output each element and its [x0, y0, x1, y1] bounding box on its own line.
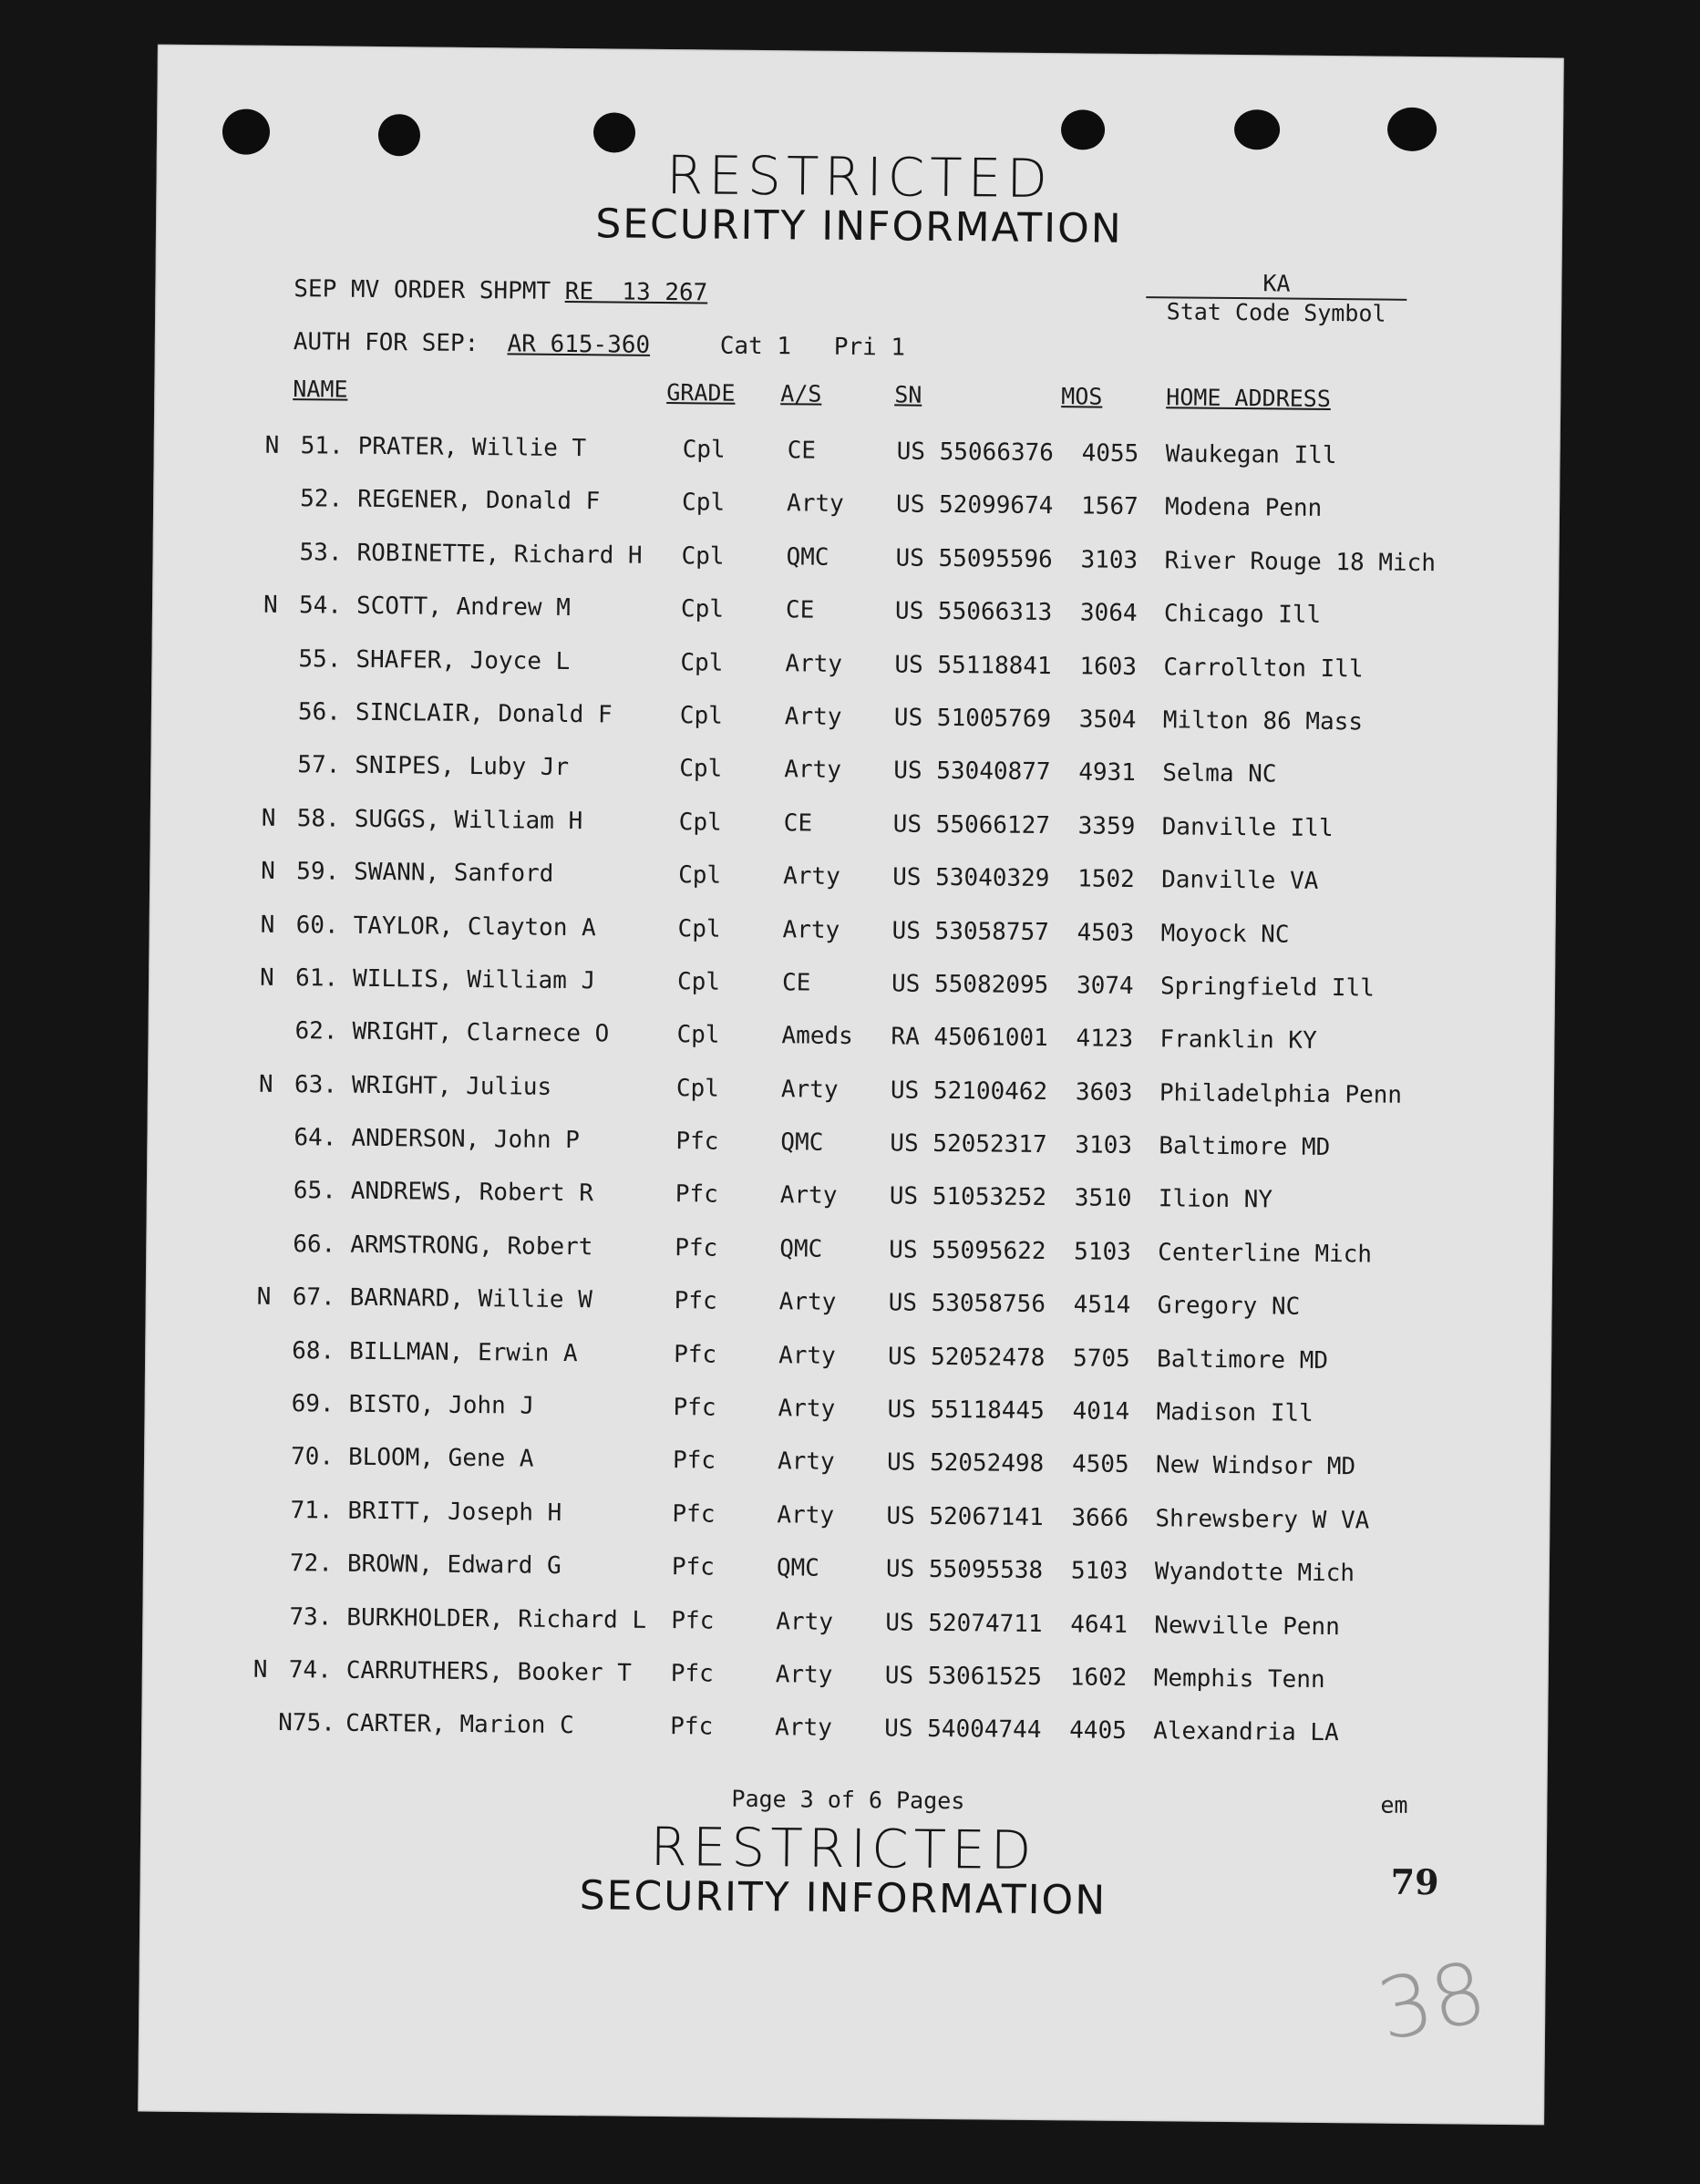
- row-name: REGENER, Donald F: [356, 486, 601, 516]
- stamp-line-restricted: RESTRICTED: [665, 144, 1054, 211]
- row-name: SUGGS, William H: [354, 805, 583, 835]
- col-header-grade: GRADE: [666, 379, 736, 407]
- stamped-page-number: 79: [1390, 1860, 1439, 1903]
- stamp-line-security: SECURITY INFORMATION: [579, 1872, 1108, 1924]
- page-label: Page 3 of 6 Pages: [731, 1785, 965, 1815]
- row-serial-number: 52052498: [929, 1449, 1045, 1478]
- row-mos: 1567: [1080, 492, 1138, 521]
- row-name: ROBINETTE, Richard H: [356, 539, 643, 570]
- row-mos: 3074: [1076, 972, 1134, 1000]
- row-name: SCOTT, Andrew M: [355, 592, 571, 623]
- row-serial-number: 55095622: [932, 1236, 1046, 1265]
- row-grade: Cpl: [676, 968, 721, 996]
- row-mos: 3603: [1075, 1078, 1133, 1107]
- row-serial-number: 55118841: [937, 651, 1052, 680]
- row-arm-service: Arty: [784, 756, 842, 785]
- row-serial-number: 52067141: [929, 1502, 1044, 1531]
- restricted-stamp-bottom: [139, 1815, 1547, 1929]
- row-number: 70.: [290, 1443, 335, 1471]
- row-grade: Pfc: [673, 1394, 716, 1422]
- row-name: PRATER, Willie T: [357, 432, 587, 463]
- row-number: 51.: [300, 432, 344, 460]
- row-number: 53.: [299, 538, 343, 567]
- row-name: BRITT, Joseph H: [347, 1497, 562, 1527]
- row-number: 61.: [294, 964, 339, 993]
- row-mos: 3103: [1075, 1131, 1133, 1160]
- row-serial-number: 52099674: [938, 491, 1054, 520]
- row-mos: 3504: [1078, 706, 1137, 734]
- row-grade: Pfc: [675, 1234, 718, 1262]
- row-flag: N: [264, 431, 280, 459]
- row-arm-service: Arty: [777, 1447, 835, 1477]
- row-grade: Cpl: [681, 489, 726, 518]
- row-number: 54.: [298, 592, 343, 620]
- stat-code-label: Stat Code Symbol: [1166, 298, 1386, 327]
- auth-line: [294, 328, 651, 359]
- row-sn-prefix: US: [888, 1289, 918, 1317]
- row-home-address: Waukegan Ill: [1165, 440, 1337, 470]
- row-arm-service: QMC: [776, 1554, 820, 1582]
- row-number: 72.: [289, 1550, 334, 1578]
- row-number: 58.: [296, 804, 340, 833]
- row-name: BROWN, Edward G: [346, 1550, 562, 1581]
- row-arm-service: QMC: [780, 1128, 824, 1157]
- row-flag: N: [256, 1283, 272, 1312]
- row-grade: Pfc: [672, 1499, 716, 1529]
- col-header-as: A/S: [780, 380, 822, 407]
- row-sn-prefix: US: [885, 1555, 915, 1583]
- row-sn-prefix: RA: [891, 1023, 920, 1052]
- row-serial-number: 53061525: [927, 1662, 1043, 1692]
- row-sn-prefix: US: [892, 810, 922, 839]
- row-serial-number: 53058756: [931, 1290, 1046, 1319]
- row-sn-prefix: US: [887, 1396, 917, 1424]
- row-name: SINCLAIR, Donald F: [355, 698, 613, 729]
- row-grade: Cpl: [680, 648, 724, 677]
- row-arm-service: Arty: [778, 1341, 836, 1370]
- row-mos: 4514: [1073, 1291, 1131, 1320]
- row-mos: 3510: [1074, 1184, 1132, 1213]
- row-home-address: Selma NC: [1162, 759, 1277, 788]
- row-flag: N: [261, 857, 276, 886]
- row-home-address: Philadelphia Penn: [1159, 1078, 1403, 1109]
- row-serial-number: 52052317: [932, 1129, 1047, 1159]
- col-header-sn: SN: [894, 381, 922, 408]
- row-name: WILLIS, William J: [352, 964, 596, 995]
- col-header-name: NAME: [293, 376, 348, 403]
- row-arm-service: Arty: [778, 1288, 837, 1317]
- row-arm-service: Arty: [776, 1607, 834, 1636]
- row-number: 62.: [294, 1017, 338, 1046]
- row-name: BISTO, John J: [348, 1390, 535, 1420]
- row-arm-service: Arty: [780, 1075, 839, 1104]
- row-arm-service: Arty: [775, 1661, 833, 1689]
- row-name: SWANN, Sanford: [354, 858, 554, 888]
- row-home-address: Springfield Ill: [1159, 973, 1375, 1003]
- row-home-address: Centerline Mich: [1158, 1239, 1373, 1269]
- row-arm-service: CE: [781, 969, 811, 997]
- row-home-address: Franklin KY: [1159, 1025, 1317, 1056]
- row-mos: 4405: [1069, 1716, 1127, 1746]
- row-arm-service: Arty: [786, 489, 844, 519]
- row-sn-prefix: US: [885, 1608, 914, 1637]
- row-arm-service: Arty: [783, 862, 840, 891]
- row-serial-number: 55066127: [935, 810, 1051, 840]
- row-serial-number: 52100462: [932, 1077, 1048, 1106]
- row-mos: 1603: [1079, 652, 1138, 681]
- typist-initials: em: [1380, 1791, 1408, 1818]
- row-mos: 5103: [1074, 1238, 1132, 1266]
- order-prefix: SEP MV ORDER SHPMT: [294, 275, 565, 305]
- stat-code: [1146, 269, 1407, 327]
- row-home-address: Chicago Ill: [1163, 600, 1322, 630]
- row-number: 59.: [296, 858, 340, 886]
- row-name: WRIGHT, Julius: [351, 1071, 552, 1101]
- row-sn-prefix: US: [895, 544, 925, 572]
- row-grade: Cpl: [678, 861, 722, 890]
- row-home-address: Baltimore MD: [1159, 1132, 1331, 1162]
- row-mos: 5705: [1072, 1344, 1130, 1373]
- row-home-address: Modena Penn: [1164, 493, 1323, 523]
- row-arm-service: CE: [783, 809, 813, 838]
- personnel-list: [141, 431, 1561, 1776]
- row-arm-service: CE: [785, 596, 815, 624]
- row-name: CARRUTHERS, Booker T: [345, 1656, 633, 1687]
- row-name: BLOOM, Gene A: [347, 1444, 534, 1474]
- row-arm-service: CE: [787, 437, 817, 465]
- row-serial-number: 51005769: [936, 704, 1052, 734]
- stamp-line-restricted: RESTRICTED: [650, 1815, 1037, 1881]
- row-flag: N: [252, 1655, 268, 1684]
- row-sn-prefix: US: [892, 863, 922, 891]
- auth-regulation: AR 615-360: [507, 330, 651, 359]
- row-sn-prefix: US: [893, 704, 923, 732]
- row-home-address: Wyandotte Mich: [1154, 1558, 1355, 1588]
- row-sn-prefix: US: [891, 916, 922, 945]
- row-sn-prefix: US: [890, 1077, 920, 1105]
- row-mos: 4123: [1076, 1025, 1134, 1054]
- row-grade: Pfc: [671, 1553, 716, 1581]
- row-sn-prefix: US: [889, 1182, 919, 1211]
- row-name: BARNARD, Willie W: [349, 1283, 592, 1314]
- row-serial-number: 55095538: [928, 1556, 1044, 1585]
- row-sn-prefix: US: [884, 1715, 913, 1744]
- row-sn-prefix: US: [884, 1662, 914, 1690]
- punch-hole: [1061, 109, 1105, 149]
- row-grade: Cpl: [681, 541, 725, 571]
- row-number: 60.: [295, 911, 339, 940]
- row-flag: N: [258, 1070, 273, 1098]
- row-name: TAYLOR, Clayton A: [353, 912, 596, 942]
- row-serial-number: 52074711: [928, 1609, 1043, 1638]
- auth-prefix: AUTH FOR SEP:: [293, 328, 508, 358]
- row-name: WRIGHT, Clarnece O: [352, 1018, 610, 1048]
- row-home-address: Newville Penn: [1154, 1611, 1340, 1641]
- row-serial-number: 45061001: [933, 1024, 1048, 1053]
- row-grade: Pfc: [675, 1128, 719, 1156]
- handwritten-page-number: 38: [1369, 1942, 1494, 2060]
- row-mos: 4503: [1077, 918, 1135, 947]
- row-arm-service: Arty: [782, 915, 840, 944]
- row-home-address: New Windsor MD: [1155, 1451, 1356, 1481]
- row-number: 73.: [289, 1602, 333, 1632]
- row-grade: Cpl: [680, 595, 725, 623]
- row-mos: 3064: [1079, 599, 1138, 628]
- row-number: 67.: [292, 1283, 335, 1312]
- row-flag: N: [259, 963, 274, 992]
- row-home-address: Shrewsbery W VA: [1155, 1505, 1370, 1535]
- row-sn-prefix: US: [894, 597, 924, 625]
- row-number: 71.: [290, 1496, 334, 1525]
- row-grade: Cpl: [678, 808, 722, 837]
- row-sn-prefix: US: [886, 1502, 915, 1530]
- row-flag: N: [261, 804, 276, 832]
- row-home-address: Madison Ill: [1156, 1398, 1314, 1427]
- row-home-address: Moyock NC: [1160, 919, 1290, 949]
- row-grade: Pfc: [670, 1713, 714, 1741]
- row-grade: Pfc: [670, 1660, 714, 1688]
- row-sn-prefix: US: [890, 1129, 919, 1158]
- row-number: N75.: [278, 1709, 336, 1737]
- row-grade: Cpl: [675, 1074, 720, 1103]
- row-serial-number: 51053252: [932, 1183, 1047, 1212]
- row-sn-prefix: US: [895, 490, 925, 520]
- row-home-address: Milton 86 Mass: [1162, 706, 1364, 737]
- row-name: ARMSTRONG, Robert: [350, 1231, 593, 1262]
- row-serial-number: 53040329: [935, 864, 1050, 893]
- row-serial-number: 55066376: [939, 438, 1055, 468]
- row-home-address: Baltimore MD: [1156, 1344, 1329, 1375]
- category: Cat 1: [719, 332, 792, 361]
- row-number: 64.: [294, 1124, 337, 1152]
- row-home-address: Carrollton Ill: [1163, 653, 1364, 683]
- row-serial-number: 55095596: [938, 544, 1053, 573]
- row-number: 52.: [300, 485, 344, 514]
- row-mos: 4931: [1078, 758, 1137, 788]
- row-home-address: Gregory NC: [1157, 1292, 1301, 1321]
- row-name: CARTER, Marion C: [345, 1710, 574, 1740]
- row-name: BILLMAN, Erwin A: [349, 1337, 578, 1367]
- row-flag: N: [260, 911, 275, 939]
- row-number: 65.: [293, 1177, 336, 1206]
- row-serial-number: 55066313: [937, 598, 1053, 627]
- row-grade: Pfc: [674, 1340, 717, 1369]
- row-arm-service: Ameds: [781, 1022, 853, 1051]
- row-grade: Cpl: [677, 914, 721, 943]
- row-home-address: Danville Ill: [1161, 812, 1334, 842]
- stat-code-value: KA: [1146, 269, 1406, 301]
- row-name: BURKHOLDER, Richard L: [346, 1603, 647, 1634]
- row-number: 57.: [297, 751, 341, 779]
- row-grade: Pfc: [672, 1447, 716, 1476]
- row-serial-number: 52052478: [930, 1343, 1046, 1372]
- row-sn-prefix: US: [889, 1236, 918, 1264]
- row-sn-prefix: US: [886, 1448, 916, 1478]
- row-arm-service: Arty: [784, 703, 842, 731]
- document-page: [138, 45, 1564, 2126]
- row-home-address: River Rouge 18 Mich: [1164, 547, 1437, 577]
- row-grade: Cpl: [679, 702, 723, 730]
- row-serial-number: 55118445: [930, 1396, 1045, 1426]
- row-serial-number: 54004744: [927, 1715, 1042, 1745]
- row-serial-number: 55082095: [933, 970, 1049, 999]
- row-arm-service: Arty: [777, 1501, 835, 1530]
- stamp-line-security: SECURITY INFORMATION: [595, 201, 1123, 252]
- row-grade: Pfc: [671, 1606, 715, 1635]
- row-sn-prefix: US: [893, 757, 922, 786]
- punch-hole: [1387, 108, 1437, 152]
- col-header-address: HOME ADDRESS: [1166, 384, 1332, 413]
- order-line: [294, 275, 707, 306]
- row-home-address: Memphis Tenn: [1153, 1664, 1325, 1695]
- row-mos: 1602: [1069, 1664, 1128, 1692]
- row-number: 74.: [288, 1656, 332, 1684]
- row-mos: 4505: [1071, 1450, 1129, 1479]
- row-mos: 4055: [1081, 439, 1139, 468]
- col-header-mos: MOS: [1061, 383, 1103, 410]
- row-name: SHAFER, Joyce L: [355, 645, 571, 675]
- row-home-address: Alexandria LA: [1153, 1717, 1339, 1747]
- row-number: 66.: [293, 1230, 336, 1259]
- row-number: 55.: [298, 644, 342, 674]
- row-mos: 3103: [1080, 546, 1138, 574]
- row-number: 63.: [294, 1070, 338, 1099]
- row-arm-service: Arty: [785, 649, 843, 678]
- row-sn-prefix: US: [887, 1343, 917, 1371]
- row-sn-prefix: US: [891, 970, 921, 998]
- row-mos: 3666: [1071, 1504, 1129, 1532]
- row-home-address: Ilion NY: [1158, 1185, 1273, 1214]
- row-grade: Cpl: [679, 755, 723, 783]
- row-sn-prefix: US: [896, 438, 926, 466]
- row-mos: 3359: [1077, 812, 1136, 840]
- row-name: ANDERSON, John P: [351, 1124, 580, 1155]
- row-serial-number: 53058757: [934, 917, 1049, 946]
- row-arm-service: QMC: [779, 1235, 823, 1263]
- row-name: ANDREWS, Robert R: [350, 1178, 594, 1208]
- punch-hole: [1234, 109, 1280, 149]
- row-sn-prefix: US: [894, 651, 923, 679]
- row-grade: Cpl: [682, 436, 726, 464]
- row-grade: Pfc: [674, 1287, 717, 1315]
- row-mos: 5103: [1070, 1557, 1128, 1586]
- row-arm-service: QMC: [786, 543, 829, 572]
- restricted-stamp-top: [156, 143, 1563, 257]
- row-arm-service: Arty: [778, 1395, 836, 1423]
- priority: Pri 1: [833, 333, 906, 362]
- row-name: SNIPES, Luby Jr: [355, 752, 570, 782]
- row-mos: 4641: [1070, 1610, 1128, 1639]
- row-mos: 4014: [1072, 1397, 1130, 1426]
- row-grade: Cpl: [676, 1021, 720, 1049]
- row-home-address: Danville VA: [1161, 866, 1319, 896]
- row-arm-service: Arty: [779, 1181, 838, 1210]
- row-number: 68.: [292, 1336, 335, 1365]
- row-flag: N: [263, 591, 278, 620]
- row-serial-number: 53040877: [936, 757, 1051, 787]
- row-number: 56.: [297, 698, 342, 726]
- row-mos: 1502: [1077, 865, 1135, 894]
- order-number: RE 13 267: [564, 277, 708, 307]
- row-grade: Pfc: [675, 1180, 718, 1210]
- row-number: 69.: [291, 1390, 335, 1418]
- row-arm-service: Arty: [775, 1714, 832, 1743]
